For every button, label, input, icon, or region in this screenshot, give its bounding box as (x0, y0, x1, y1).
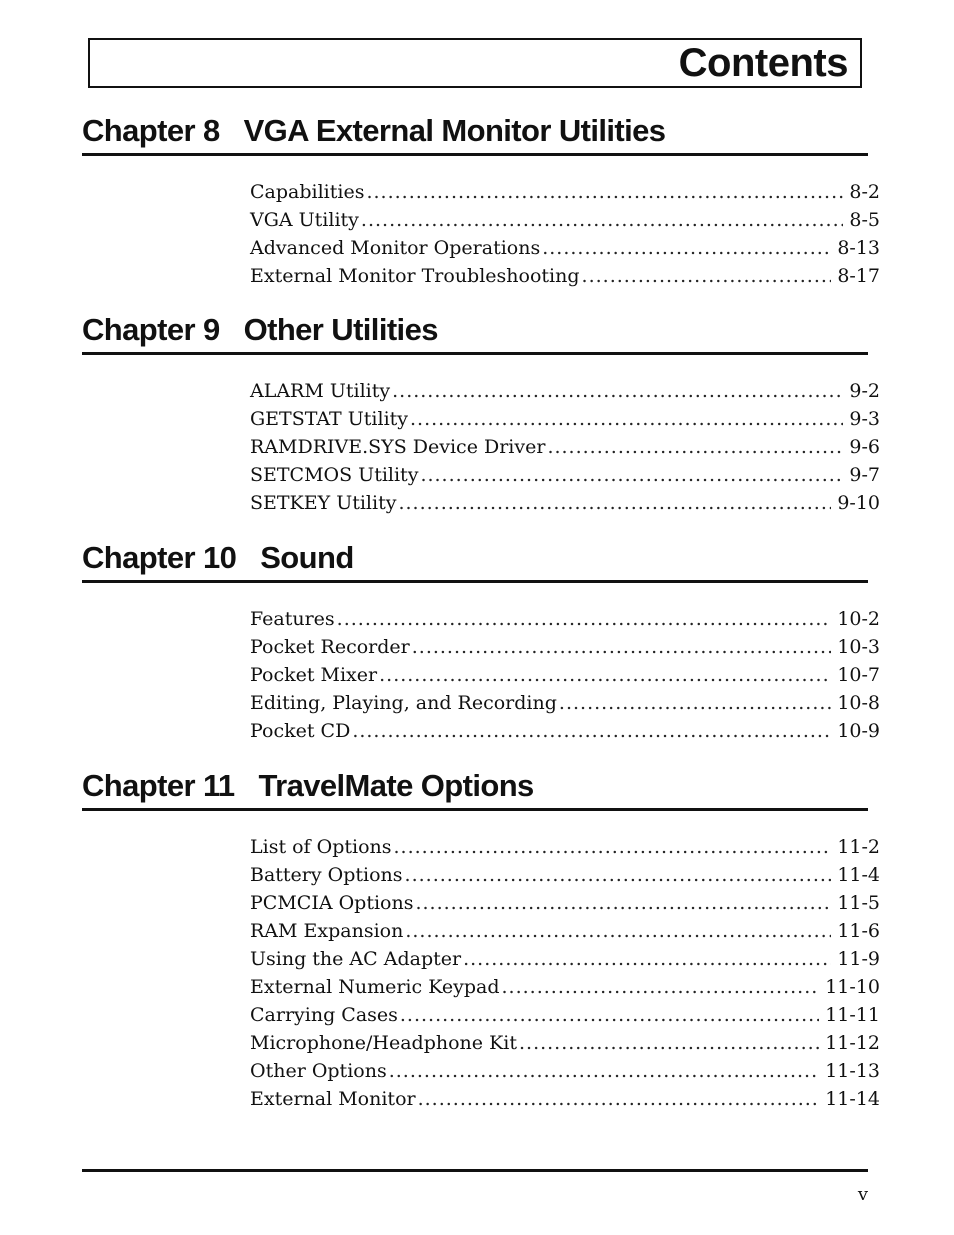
toc-entry[interactable] (250, 380, 880, 408)
toc-entry-label: Battery Options (250, 864, 403, 886)
dot-leader (542, 237, 831, 259)
toc-entry-page: 11-13 (825, 1060, 880, 1082)
toc-entry[interactable] (250, 464, 880, 492)
dot-leader (352, 720, 831, 742)
toc-entry[interactable] (250, 492, 880, 520)
toc-entry-page: 11-12 (825, 1032, 880, 1054)
chapter-heading (82, 759, 868, 811)
dot-leader (405, 920, 831, 942)
toc-entry-page: 9-2 (849, 380, 880, 402)
toc-entry-label: GETSTAT Utility (250, 408, 409, 430)
dot-leader (392, 380, 843, 402)
dot-leader (418, 1088, 820, 1110)
toc-entry[interactable] (250, 920, 880, 948)
toc-entry-page: 8-2 (849, 181, 880, 203)
dot-leader (398, 492, 831, 514)
toc-entry-label: Pocket CD (250, 720, 351, 742)
toc-entry-page: 11-14 (825, 1088, 880, 1110)
toc-entry-label: External Monitor Troubleshooting (250, 265, 580, 287)
toc-entry[interactable] (250, 265, 880, 293)
toc-entry-page: 11-4 (837, 864, 880, 886)
toc-entry-label: RAMDRIVE.SYS Device Driver (250, 436, 546, 458)
dot-leader (389, 1060, 820, 1082)
toc-entry[interactable] (250, 1088, 880, 1116)
dot-leader (559, 692, 831, 714)
toc-entry-label: External Numeric Keypad (250, 976, 500, 998)
toc-entry-label: Pocket Recorder (250, 636, 410, 658)
toc-entry[interactable] (250, 436, 880, 464)
dot-leader (405, 864, 832, 886)
toc-entry-list (250, 181, 880, 293)
toc-entry[interactable] (250, 181, 880, 209)
chapter-heading (82, 531, 868, 583)
toc-entry-label: Microphone/Headphone Kit (250, 1032, 517, 1054)
toc-entry-label: Editing, Playing, and Recording (250, 692, 557, 714)
chapter-section-10 (82, 531, 880, 748)
dot-leader (502, 976, 820, 998)
dot-leader (361, 209, 843, 231)
toc-entry-list (250, 836, 880, 1116)
toc-entry-label: VGA Utility (250, 209, 359, 231)
toc-entry-list (250, 380, 880, 520)
chapter-heading (82, 104, 868, 156)
chapter-number: Chapter 9 (82, 312, 220, 347)
dot-leader (410, 408, 843, 430)
dot-leader (337, 608, 832, 630)
chapter-title: TravelMate Options (258, 768, 534, 803)
dot-leader (366, 181, 843, 203)
toc-entry-page: 10-7 (837, 664, 880, 686)
toc-entry[interactable] (250, 1032, 880, 1060)
toc-entry-page: 10-2 (837, 608, 880, 630)
toc-entry-label: Using the AC Adapter (250, 948, 462, 970)
dot-leader (400, 1004, 819, 1026)
dot-leader (394, 836, 832, 858)
toc-entry[interactable] (250, 1004, 880, 1032)
toc-entry-label: External Monitor (250, 1088, 416, 1110)
toc-entry-page: 10-9 (837, 720, 880, 742)
toc-entry[interactable] (250, 836, 880, 864)
toc-entry-label: Other Options (250, 1060, 387, 1082)
footer-divider (82, 1169, 868, 1172)
toc-entry-label: Pocket Mixer (250, 664, 378, 686)
toc-entry-page: 11-2 (837, 836, 880, 858)
dot-leader (420, 464, 843, 486)
toc-entry-page: 11-5 (837, 892, 880, 914)
toc-entry-page: 9-7 (849, 464, 880, 486)
page-number: v (857, 1184, 868, 1205)
toc-entry[interactable] (250, 237, 880, 265)
toc-entry-page: 10-3 (837, 636, 880, 658)
toc-entry[interactable] (250, 608, 880, 636)
toc-entry-label: SETKEY Utility (250, 492, 397, 514)
toc-entry-page: 10-8 (837, 692, 880, 714)
chapter-title: Other Utilities (243, 312, 438, 347)
chapter-number: Chapter 11 (82, 768, 235, 803)
toc-entry-list (250, 608, 880, 748)
contents-title-box (88, 38, 862, 88)
chapter-title: VGA External Monitor Utilities (243, 113, 666, 148)
toc-entry-label: Capabilities (250, 181, 365, 203)
toc-entry[interactable] (250, 892, 880, 920)
chapter-title: Sound (260, 540, 354, 575)
toc-entry-page: 9-3 (849, 408, 880, 430)
toc-entry-label: PCMCIA Options (250, 892, 414, 914)
toc-entry-page: 11-10 (825, 976, 880, 998)
toc-entry-page: 8-5 (849, 209, 880, 231)
toc-entry-page: 11-11 (825, 1004, 880, 1026)
toc-entry[interactable] (250, 692, 880, 720)
toc-entry-label: Advanced Monitor Operations (250, 237, 541, 259)
toc-entry[interactable] (250, 948, 880, 976)
toc-entry-label: ALARM Utility (250, 380, 391, 402)
dot-leader (582, 265, 832, 287)
toc-entry-page: 11-9 (837, 948, 880, 970)
chapter-section-11 (82, 759, 880, 1116)
toc-entry-label: Carrying Cases (250, 1004, 398, 1026)
dot-leader (547, 436, 843, 458)
chapter-section-9 (82, 303, 880, 520)
toc-entry-page: 9-6 (849, 436, 880, 458)
toc-entry[interactable] (250, 976, 880, 1004)
toc-entry-label: List of Options (250, 836, 392, 858)
dot-leader (463, 948, 831, 970)
toc-entry-page: 9-10 (837, 492, 880, 514)
chapter-number: Chapter 8 (82, 113, 220, 148)
page-title: Contents (678, 40, 848, 85)
toc-entry[interactable] (250, 664, 880, 692)
chapter-section-8 (82, 104, 880, 293)
toc-entry-label: RAM Expansion (250, 920, 404, 942)
toc-entry-page: 8-17 (837, 265, 880, 287)
toc-entry[interactable] (250, 1060, 880, 1088)
toc-entry[interactable] (250, 209, 880, 237)
toc-entry[interactable] (250, 408, 880, 436)
toc-entry[interactable] (250, 720, 880, 748)
toc-entry[interactable] (250, 864, 880, 892)
toc-entry-label: Features (250, 608, 335, 630)
chapter-number: Chapter 10 (82, 540, 237, 575)
toc-entry-page: 8-13 (837, 237, 880, 259)
chapter-heading (82, 303, 868, 355)
dot-leader (415, 892, 831, 914)
dot-leader (519, 1032, 819, 1054)
dot-leader (379, 664, 831, 686)
toc-entry-label: SETCMOS Utility (250, 464, 419, 486)
toc-entry[interactable] (250, 636, 880, 664)
toc-entry-page: 11-6 (837, 920, 880, 942)
dot-leader (412, 636, 832, 658)
